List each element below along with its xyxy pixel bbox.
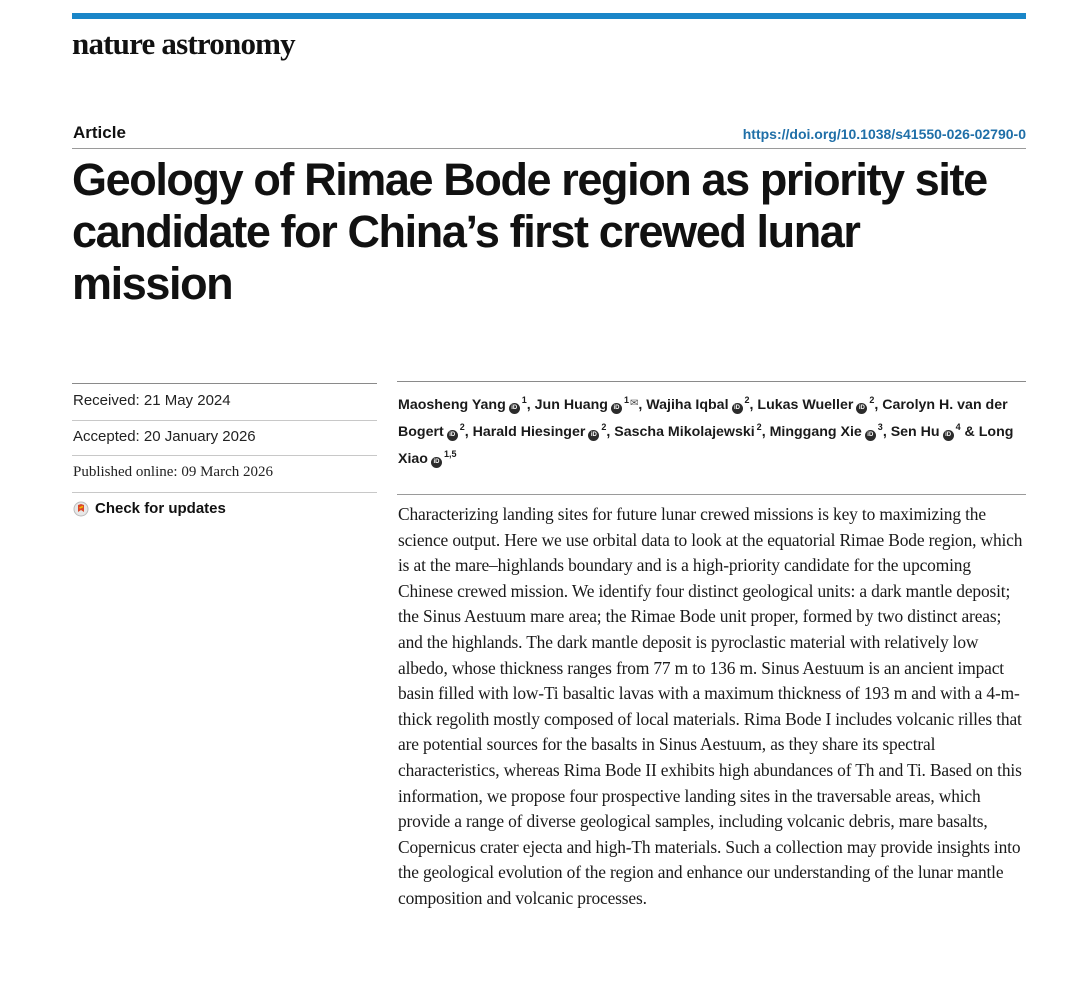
- author-name[interactable]: Minggang Xie: [769, 424, 862, 440]
- author-name[interactable]: Harald Hiesinger: [472, 424, 586, 440]
- affiliation-number: 2: [459, 422, 465, 432]
- author-name[interactable]: Wajiha Iqbal: [646, 397, 729, 413]
- affiliation-number: 1,5: [443, 449, 457, 459]
- check-for-updates-button[interactable]: [73, 500, 226, 517]
- orcid-icon[interactable]: iD: [732, 403, 743, 414]
- meta-separator: [72, 420, 377, 421]
- doi-link[interactable]: https://doi.org/10.1038/s41550-026-02790-0: [742, 126, 1026, 142]
- author-name[interactable]: Lukas Wueller: [757, 397, 854, 413]
- author-list: Maosheng Yang iD$^1$, Jun Huang iD$^{1✉}$, Wajiha Iqbal iD$^2$, Lukas Wueller iD$^2$, Carolyn H. van der Bogert iD$^2$, Harald Hiesinger iD$^2$, Sascha Mikolajewski $^2$, Minggang Xie iD$^3$, Sen Hu iD$^4$ & Long Xiao iD$^{1,5}$: [398, 395, 1014, 467]
- check-updates-label: Check for updates: [95, 500, 226, 517]
- author-name[interactable]: Sen Hu: [890, 424, 940, 440]
- abstract-divider: [397, 494, 1026, 495]
- meta-separator: [72, 492, 377, 493]
- orcid-icon[interactable]: iD: [943, 430, 954, 441]
- accepted-date: Accepted: 20 January 2026: [73, 428, 256, 445]
- orcid-icon[interactable]: iD: [611, 403, 622, 414]
- affiliation-number: 2: [756, 422, 762, 432]
- authors-divider: [397, 381, 1026, 382]
- affiliation-number: 2: [869, 395, 875, 405]
- orcid-icon[interactable]: iD: [865, 430, 876, 441]
- article-title: Geology of Rimae Bode region as priority site candidate for China’s first crewed lunar mission: [72, 154, 987, 309]
- orcid-icon[interactable]: iD: [447, 430, 458, 441]
- journal-top-bar: [72, 13, 1026, 19]
- affiliation-number: 2: [601, 422, 607, 432]
- journal-name[interactable]: nature astronomy: [72, 26, 295, 61]
- published-date: Published online: 09 March 2026: [73, 464, 273, 480]
- author-name[interactable]: Sascha Mikolajewski: [614, 424, 755, 440]
- email-icon[interactable]: ✉: [629, 398, 639, 409]
- meta-divider: [72, 383, 377, 384]
- abstract-text: Characterizing landing sites for future lunar crewed missions is key to maximizing the science output. Here we use orbital data to look at the equatorial Rimae Bode region, which is at the mare–highlands boundary and is a high-priority candidate for the upcoming Chinese crewed mission. We identify four distinct geological units: a dark mantle deposit; the Sinus Aestuum mare area; the Rimae Bode unit proper, formed by two distinct areas; and the highlands. The dark mantle deposit is pyroclastic material with relatively low albedo, whose thickness ranges from 77 m to 136 m. Sinus Aestuum is an ancient impact basin filled with low-Ti basaltic lavas with a maximum thickness of 193 m and with a 4-m-thick regolith mostly composed of local materials. Rima Bode I includes volcanic rilles that are potential sources for the basalts in Sinus Aestuum, as they share its spectral characteristics, whereas Rima Bode II exhibits high abundances of Th and Ti. Based on this information, we propose four prospective landing sites in the traversable areas, which provide a range of diverse geological samples, including volcanic debris, mare basalts, Copernicus crater ejecta and high-Th materials. Such a collection may provide insights into the geological evolution of the region and enhance our understanding of the lunar mantle composition and volcanic processes.: [398, 504, 1023, 908]
- affiliation-number: 4: [955, 422, 961, 432]
- affiliation-number: 3: [877, 422, 883, 432]
- author-name[interactable]: Long Xiao: [398, 424, 1014, 467]
- orcid-icon[interactable]: iD: [431, 457, 442, 468]
- affiliation-number: 1: [521, 395, 527, 405]
- author-name[interactable]: Carolyn H. van der Bogert: [398, 397, 1008, 440]
- check-updates-icon: [73, 501, 89, 517]
- meta-separator: [72, 455, 377, 456]
- orcid-icon[interactable]: iD: [856, 403, 867, 414]
- article-type-label: Article: [73, 123, 126, 142]
- affiliation-number: 2: [744, 395, 750, 405]
- orcid-icon[interactable]: iD: [588, 430, 599, 441]
- affiliation-number: 1: [623, 395, 629, 405]
- received-date: Received: 21 May 2024: [73, 392, 231, 409]
- author-name[interactable]: Maosheng Yang: [398, 397, 506, 413]
- author-name[interactable]: Jun Huang: [534, 397, 608, 413]
- orcid-icon[interactable]: iD: [509, 403, 520, 414]
- header-divider: [72, 148, 1026, 149]
